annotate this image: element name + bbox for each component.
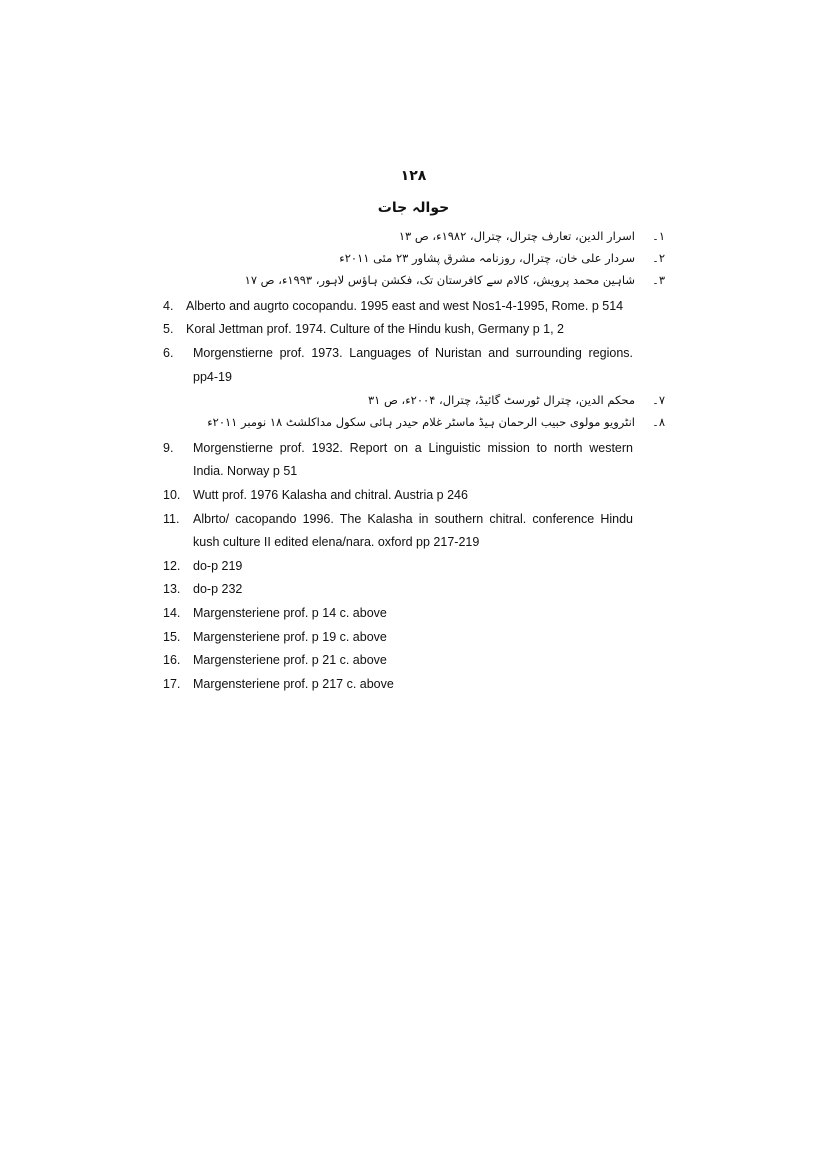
reference-text: do-p 232 — [193, 582, 243, 596]
reference-item-12 — [163, 555, 242, 578]
reference-number: 17. — [163, 677, 181, 691]
reference-text: Alberto and augrto cocopandu. 1995 east and west Nos1-4-1995, Rome. p 514 — [186, 299, 624, 313]
reference-item-1 — [399, 226, 665, 246]
reference-number: ۱۔ — [652, 229, 665, 243]
reference-text: انٹرویو مولوی حبیب الرحمان ہیڈ ماسٹر غلام حیدر ہائی سکول مداکلشٹ ۱۸ نومبر ۲۰۱۱ء — [207, 415, 635, 429]
reference-text: Margensteriene prof. p 217 c. above — [193, 677, 394, 691]
reference-item-11 — [163, 508, 633, 531]
reference-item-8 — [207, 412, 665, 432]
reference-number: 13. — [163, 582, 181, 596]
reference-text: اسرار الدین، تعارف چترال، چترال، ۱۹۸۲ء، ص ۱۳ — [398, 229, 635, 243]
reference-item-7 — [368, 390, 665, 410]
reference-item-4 — [163, 295, 623, 318]
reference-item-2 — [339, 248, 665, 268]
reference-number: 12. — [163, 559, 181, 573]
reference-item-13 — [163, 578, 242, 601]
reference-number: 6. — [163, 346, 174, 360]
reference-number: 15. — [163, 630, 181, 644]
reference-text: Koral Jettman prof. 1974. Culture of the Hindu kush, Germany p 1, 2 — [186, 322, 564, 336]
reference-item-10 — [163, 484, 468, 507]
reference-number: 16. — [163, 653, 181, 667]
reference-number: ۷۔ — [652, 393, 665, 407]
reference-number: ۲۔ — [652, 251, 665, 265]
reference-text: شاہین محمد پرویش، کالام سے کافرستان تک، فکشن ہاؤس لاہور، ۱۹۹۳ء، ص ۱۷ — [244, 273, 635, 287]
reference-item-17 — [163, 673, 394, 696]
reference-text: Margensteriene prof. p 21 c. above — [193, 653, 387, 667]
reference-number: 9. — [163, 441, 174, 455]
reference-text-line1: Morgenstierne prof. 1932. Report on a Linguistic mission to north western — [193, 441, 633, 455]
reference-text: Margensteriene prof. p 19 c. above — [193, 630, 387, 644]
references-heading: حوالہ جات — [377, 200, 450, 216]
reference-text: Margensteriene prof. p 14 c. above — [193, 606, 387, 620]
reference-item-14 — [163, 602, 387, 625]
reference-text-line1: Morgenstierne prof. 1973. Languages of Nuristan and surrounding regions. — [193, 346, 633, 360]
reference-item-9 — [163, 437, 633, 460]
reference-text-line2: pp4-19 — [193, 370, 232, 384]
reference-item-5 — [163, 318, 564, 341]
page-number: ۱۲۸ — [400, 168, 427, 184]
reference-text: do-p 219 — [193, 559, 243, 573]
reference-text-line1: Albrto/ cacopando 1996. The Kalasha in southern chitral. conference Hindu — [193, 512, 633, 526]
reference-text: سردار علی خان، چترال، روزنامہ مشرق پشاور ۲۳ مئی ۲۰۱۱ء — [339, 251, 635, 265]
reference-number: 4. — [163, 299, 174, 313]
reference-number: ۸۔ — [652, 415, 665, 429]
reference-text-line2: kush culture II edited elena/nara. oxford pp 217-219 — [193, 535, 480, 549]
reference-number: 5. — [163, 322, 174, 336]
reference-text: Wutt prof. 1976 Kalasha and chitral. Austria p 246 — [193, 488, 468, 502]
reference-text: محکم الدین، چترال ٹورسٹ گائیڈ، چترال، ۲۰۰۴ء، ص ۳۱ — [367, 393, 635, 407]
reference-text-line2: India. Norway p 51 — [193, 464, 298, 478]
reference-item-3 — [245, 270, 665, 290]
reference-number: 11. — [163, 512, 180, 526]
reference-item-15 — [163, 626, 387, 649]
reference-number: ۳۔ — [652, 273, 665, 287]
reference-number: 14. — [163, 606, 181, 620]
reference-number: 10. — [163, 488, 181, 502]
reference-item-16 — [163, 649, 387, 672]
reference-item-6 — [163, 342, 633, 365]
